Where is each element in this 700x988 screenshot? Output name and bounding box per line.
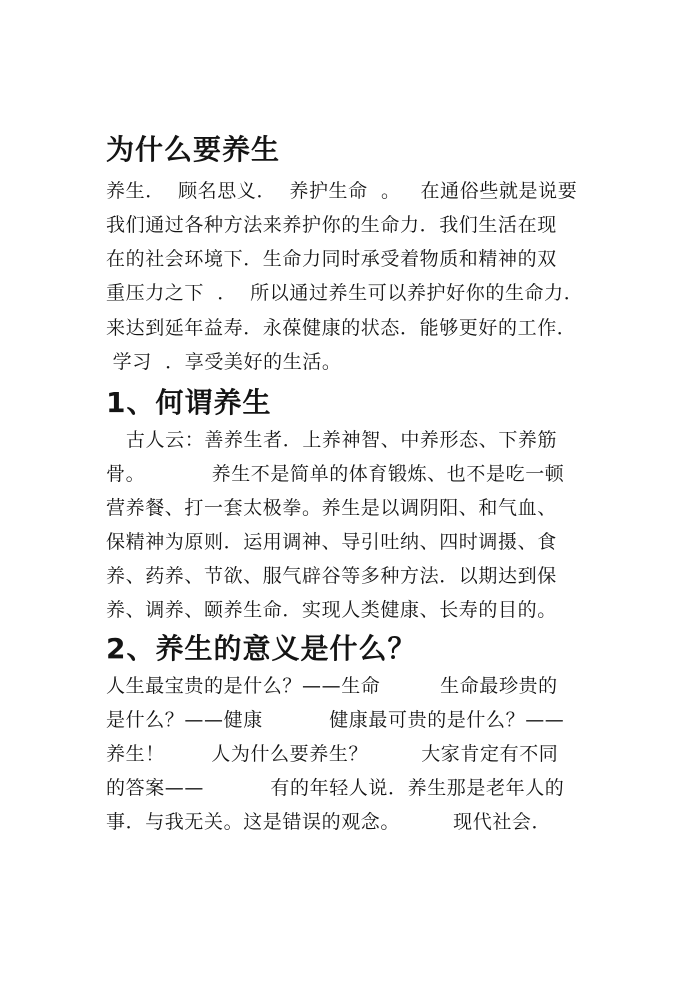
paragraph-line: 骨。 养生不是简单的体育锻炼、也不是吃一顿 — [106, 463, 565, 485]
paragraph-line: 事．与我无关。这是错误的观念。 现代社会． — [106, 811, 552, 833]
paragraph-line: 的答案—— 有的年轻人说．养生那是老年人的 — [106, 777, 565, 799]
paragraph-line: 保精神为原则．运用调神、导引吐纳、四时调摄、食 — [106, 531, 557, 553]
paragraph-line: 是什么？——健康 健康最可贵的是什么？—— — [106, 709, 565, 731]
paragraph-line: 养、调养、颐养生命．实现人类健康、长寿的目的。 — [106, 599, 557, 621]
paragraph-line: 在的社会环境下．生命力同时承受着物质和精神的双 — [106, 248, 557, 270]
paragraph-line: 养生！ 人为什么要养生？ 大家肯定有不同 — [106, 743, 559, 765]
paragraph-line: 养生． 顾名思义． 养护生命 。 在通俗些就是说要 — [106, 180, 578, 202]
section-heading-why-health: 为什么要养生 — [106, 133, 281, 166]
paragraph-line: 养、药养、节欲、服气辟谷等多种方法．以期达到保 — [106, 565, 557, 587]
paragraph-line: 营养餐、打一套太极拳。养生是以调阴阳、和气血、 — [106, 497, 557, 519]
section-heading-what-is-health: 1、何谓养生 — [106, 386, 272, 419]
paragraph-line: 我们通过各种方法来养护你的生命力．我们生活在现 — [106, 214, 557, 236]
paragraph-line: 学习 ．享受美好的生活。 — [106, 351, 342, 373]
paragraph-line: 重压力之下 ． 所以通过养生可以养护好你的生命力． — [106, 282, 584, 304]
paragraph-line: 人生最宝贵的是什么？——生命 生命最珍贵的 — [106, 675, 558, 697]
paragraph-line: 古人云：善养生者．上养神智、中养形态、下养筋 — [106, 429, 558, 451]
paragraph-line: 来达到延年益寿．永葆健康的状态．能够更好的工作． — [106, 317, 577, 339]
section-heading-meaning: 2、养生的意义是什么？ — [106, 632, 417, 665]
